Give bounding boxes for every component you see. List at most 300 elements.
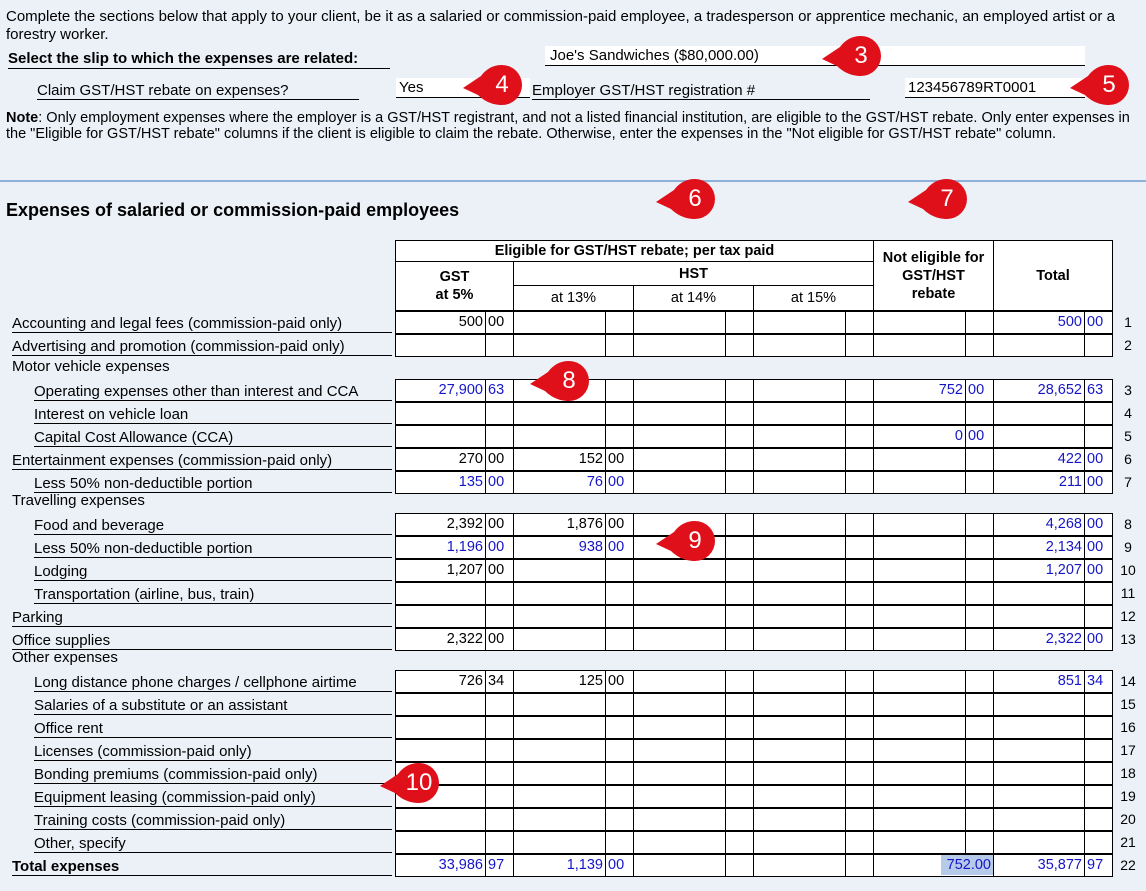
amount-cell-gst[interactable] <box>395 739 514 762</box>
amount-cell-h15[interactable] <box>753 402 874 425</box>
cents: 00 <box>1084 312 1112 333</box>
cents <box>605 694 633 715</box>
cents <box>1084 832 1112 853</box>
cents <box>1084 426 1112 447</box>
dollars: 211 <box>1058 474 1082 490</box>
row-number: 16 <box>1120 719 1136 735</box>
amount-cell-tot[interactable] <box>993 670 1113 693</box>
dollars: 152 <box>578 451 603 467</box>
cents <box>605 560 633 581</box>
amount-cell-h15[interactable] <box>753 739 874 762</box>
cents: 00 <box>605 855 633 876</box>
cents <box>485 740 513 761</box>
amount-cell-tot[interactable] <box>993 762 1113 785</box>
amount-cell-ne[interactable] <box>873 536 994 559</box>
cents: 63 <box>1084 380 1112 401</box>
row-label: Parking <box>12 609 392 627</box>
amount-cell-ne[interactable] <box>873 670 994 693</box>
amount-cell-h14[interactable] <box>633 739 754 762</box>
not-eligible-l1: Not eligible for <box>882 249 985 266</box>
amount-cell-h14[interactable] <box>633 762 754 785</box>
amount-cell-h13[interactable] <box>513 536 634 559</box>
amount-cell-ne[interactable] <box>873 311 994 334</box>
amount-cell-ne[interactable] <box>873 513 994 536</box>
amount-cell-h13[interactable] <box>513 448 634 471</box>
amount-cell-h14[interactable] <box>633 582 754 605</box>
amount-cell-tot[interactable] <box>993 425 1113 448</box>
amount-cell-ne[interactable] <box>873 716 994 739</box>
amount-cell-ne[interactable] <box>873 785 994 808</box>
cents <box>485 606 513 627</box>
row-number: 1 <box>1124 314 1132 330</box>
note-body: : Only employment expenses where the employer is a GST/HST registrant, and not a listed financial institution, are eligible to the GST/HST rebate. Only enter expenses in the "Eligible for GST/HST rebate" columns if the client is eligible to claim the rebate. Otherwise, enter the expenses in the "Not eligible for GST/HST rebate" column. <box>6 110 1130 142</box>
cents: 00 <box>965 380 993 401</box>
dollars: 0 <box>954 428 963 444</box>
amount-cell-h13[interactable] <box>513 311 634 334</box>
amount-cell-h14[interactable] <box>633 716 754 739</box>
amount-cell-h13[interactable] <box>513 513 634 536</box>
group-other: Other expenses <box>12 649 118 666</box>
amount-cell-tot[interactable] <box>993 605 1113 628</box>
row-label: Advertising and promotion (commission-paid only) <box>12 338 392 356</box>
cents: 00 <box>605 449 633 470</box>
cents <box>845 426 873 447</box>
amount-cell-tot[interactable] <box>993 448 1113 471</box>
cents <box>965 560 993 581</box>
hst15-header-text: at 15% <box>790 290 837 306</box>
cents <box>485 832 513 853</box>
dollars: 500 <box>458 314 483 330</box>
cents <box>845 472 873 493</box>
amount-cell-tot[interactable] <box>993 402 1113 425</box>
amount-cell-ne[interactable] <box>873 448 994 471</box>
amount-cell-h14[interactable] <box>633 402 754 425</box>
cents <box>965 403 993 424</box>
amount-cell-h15[interactable] <box>753 582 874 605</box>
cents <box>725 537 753 558</box>
row-number: 15 <box>1120 696 1136 712</box>
row-number: 13 <box>1120 631 1136 647</box>
amount-cell-h15[interactable] <box>753 425 874 448</box>
cents <box>845 629 873 650</box>
dollars: 1,876 <box>566 516 603 532</box>
dollars: 28,652 <box>1037 382 1082 398</box>
amount-cell-h15[interactable] <box>753 536 874 559</box>
amount-cell-h13[interactable] <box>513 670 634 693</box>
amount-cell-h14[interactable] <box>633 628 754 651</box>
cents: 00 <box>485 629 513 650</box>
amount-cell-ne[interactable] <box>873 762 994 785</box>
amount-cell-tot[interactable] <box>993 739 1113 762</box>
amount-cell-gst[interactable] <box>395 693 514 716</box>
note-text <box>6 110 1142 142</box>
amount-cell-tot[interactable] <box>993 831 1113 854</box>
cents <box>725 426 753 447</box>
amount-cell-gst[interactable] <box>395 402 514 425</box>
row-label: Food and beverage <box>34 517 392 535</box>
amount-cell-h14[interactable] <box>633 670 754 693</box>
row-label: Entertainment expenses (commission-paid only) <box>12 452 392 470</box>
cents <box>605 403 633 424</box>
amount-cell-ne[interactable] <box>873 808 994 831</box>
cents <box>605 809 633 830</box>
callout-number: 8 <box>562 367 576 394</box>
amount-cell-h13[interactable] <box>513 605 634 628</box>
group-motor-vehicle: Motor vehicle expenses <box>12 358 170 375</box>
amount-cell-h15[interactable] <box>753 808 874 831</box>
amount-cell-tot[interactable] <box>993 716 1113 739</box>
cents <box>725 403 753 424</box>
dollars: 1,207 <box>1045 562 1082 578</box>
row-number: 17 <box>1120 742 1136 758</box>
amount-cell-ne[interactable] <box>873 402 994 425</box>
employer-registration-label: Employer GST/HST registration # <box>532 82 870 100</box>
amount-cell-h15[interactable] <box>753 628 874 651</box>
amount-cell-tot[interactable] <box>993 693 1113 716</box>
cents <box>965 537 993 558</box>
cents <box>725 809 753 830</box>
row-label: Equipment leasing (commission-paid only) <box>34 789 392 807</box>
cents: 00 <box>485 560 513 581</box>
cents: 63 <box>485 380 513 401</box>
cents <box>845 335 873 356</box>
cents <box>965 717 993 738</box>
cents: 00 <box>1084 472 1112 493</box>
dollars: 2,134 <box>1045 539 1082 555</box>
callout-badge-5 <box>1068 64 1138 106</box>
claim-rebate-label: Claim GST/HST rebate on expenses? <box>37 82 359 100</box>
cents <box>845 786 873 807</box>
amount-cell-h13[interactable] <box>513 334 634 357</box>
row-label: Office rent <box>34 720 392 738</box>
row-number: 14 <box>1120 673 1136 689</box>
row-number: 8 <box>1124 516 1132 532</box>
amount-cell-h13[interactable] <box>513 854 634 877</box>
cents: 00 <box>605 472 633 493</box>
amount-cell-h14[interactable] <box>633 605 754 628</box>
cents <box>845 560 873 581</box>
cents: 34 <box>1084 671 1112 692</box>
amount-cell-gst[interactable] <box>395 448 514 471</box>
amount-cell-gst[interactable] <box>395 605 514 628</box>
row-number: 4 <box>1124 405 1132 421</box>
amount-cell-tot[interactable] <box>993 808 1113 831</box>
amount-cell-gst[interactable] <box>395 536 514 559</box>
amount-cell-ne[interactable] <box>873 628 994 651</box>
amount-cell-h14[interactable] <box>633 379 754 402</box>
cents <box>485 763 513 784</box>
cents <box>725 449 753 470</box>
row-number: 12 <box>1120 608 1136 624</box>
amount-cell-h14[interactable] <box>633 448 754 471</box>
cents <box>485 809 513 830</box>
amount-cell-h13[interactable] <box>513 716 634 739</box>
row-number: 3 <box>1124 382 1132 398</box>
cents <box>605 606 633 627</box>
amount-cell-ne[interactable] <box>873 559 994 582</box>
callout-badge-7 <box>906 178 976 220</box>
amount-cell-h14[interactable] <box>633 471 754 494</box>
row-label: Less 50% non-deductible portion <box>34 540 392 558</box>
cents <box>725 629 753 650</box>
callout-number: 4 <box>495 71 509 98</box>
cents <box>965 740 993 761</box>
amount-cell-h15[interactable] <box>753 471 874 494</box>
amount-cell-tot[interactable] <box>993 785 1113 808</box>
amount-cell-h15[interactable] <box>753 448 874 471</box>
cents <box>725 583 753 604</box>
cents: 97 <box>485 855 513 876</box>
eligible-header <box>395 240 874 262</box>
amount-cell-h14[interactable] <box>633 854 754 877</box>
amount-cell-h15[interactable] <box>753 379 874 402</box>
amount-cell-tot[interactable] <box>993 536 1113 559</box>
total-header-text: Total <box>1036 267 1070 284</box>
group-travelling: Travelling expenses <box>12 492 145 509</box>
cents <box>965 832 993 853</box>
amount-cell-h15[interactable] <box>753 716 874 739</box>
amount-cell-gst[interactable] <box>395 808 514 831</box>
cents <box>965 312 993 333</box>
hst13-header-text: at 13% <box>550 290 597 306</box>
amount-cell-tot[interactable] <box>993 513 1113 536</box>
amount-cell-h15[interactable] <box>753 785 874 808</box>
amount-cell-h13[interactable] <box>513 739 634 762</box>
dollars: 851 <box>1057 673 1082 689</box>
amount-cell-h13[interactable] <box>513 693 634 716</box>
row-label: Operating expenses other than interest and CCA <box>34 383 392 401</box>
cents <box>485 583 513 604</box>
amount-cell-h15[interactable] <box>753 311 874 334</box>
cents <box>965 763 993 784</box>
cents <box>605 629 633 650</box>
amount-cell-gst[interactable] <box>395 559 514 582</box>
amount-cell-tot[interactable] <box>993 582 1113 605</box>
amount-cell-gst[interactable] <box>395 513 514 536</box>
amount-cell-h14[interactable] <box>633 693 754 716</box>
cents <box>1084 809 1112 830</box>
cents <box>725 717 753 738</box>
row-number: 10 <box>1120 562 1136 578</box>
cents: 00 <box>485 514 513 535</box>
cents <box>1084 786 1112 807</box>
amount-cell-tot[interactable] <box>993 854 1113 877</box>
amount-cell-tot[interactable] <box>993 471 1113 494</box>
cents <box>845 514 873 535</box>
dollars: 4,268 <box>1045 516 1082 532</box>
cents <box>965 514 993 535</box>
callout-badge-9 <box>654 520 724 562</box>
note-bold: Note <box>6 110 39 126</box>
amount-cell-h14[interactable] <box>633 785 754 808</box>
amount-cell-h13[interactable] <box>513 425 634 448</box>
cents <box>845 583 873 604</box>
cents: 34 <box>485 671 513 692</box>
amount-cell-ne[interactable] <box>873 739 994 762</box>
amount-cell-ne[interactable] <box>873 854 994 877</box>
amount-cell-h13[interactable] <box>513 628 634 651</box>
intro-text: Complete the sections below that apply to your client, be it as a salaried or commission-paid employee, a tradesperson or apprentice mechanic, an employed artist or a forestry worker. <box>6 8 1115 43</box>
cents: 00 <box>1084 560 1112 581</box>
cents <box>725 786 753 807</box>
amount-cell-h13[interactable] <box>513 808 634 831</box>
cents: 00 <box>605 671 633 692</box>
amount-cell-ne[interactable] <box>873 379 994 402</box>
cents: 00 <box>485 312 513 333</box>
row-number: 22 <box>1120 857 1136 873</box>
dollars: 500 <box>1057 314 1082 330</box>
amount-cell-gst[interactable] <box>395 854 514 877</box>
callout-badge-10 <box>378 762 448 804</box>
cents <box>845 312 873 333</box>
hst14-header <box>633 285 754 311</box>
cents <box>605 583 633 604</box>
cents <box>965 606 993 627</box>
eligible-header-text: Eligible for GST/HST rebate; per tax paid <box>494 243 775 259</box>
dollars: 270 <box>458 451 483 467</box>
gst-header-l2: at 5% <box>435 287 474 303</box>
amount-cell-h14[interactable] <box>633 559 754 582</box>
cents <box>725 855 753 876</box>
cents <box>845 809 873 830</box>
cents: 00 <box>1084 629 1112 650</box>
amount-cell-h15[interactable] <box>753 334 874 357</box>
cents <box>605 380 633 401</box>
row-label: Licenses (commission-paid only) <box>34 743 392 761</box>
cents <box>485 403 513 424</box>
amount-cell-ne[interactable] <box>873 425 994 448</box>
amount-cell-h14[interactable] <box>633 334 754 357</box>
amount-cell-ne[interactable] <box>873 605 994 628</box>
amount-cell-h15[interactable] <box>753 513 874 536</box>
cents <box>845 403 873 424</box>
amount-cell-gst[interactable] <box>395 716 514 739</box>
row-label: Transportation (airline, bus, train) <box>34 586 392 604</box>
dollars: 2,322 <box>446 631 483 647</box>
amount-cell-ne[interactable] <box>873 831 994 854</box>
cents <box>725 763 753 784</box>
amount-cell-gst[interactable] <box>395 334 514 357</box>
hst-header-text: HST <box>679 265 708 282</box>
amount-cell-h14[interactable] <box>633 425 754 448</box>
amount-cell-gst[interactable] <box>395 471 514 494</box>
hst15-header <box>753 285 874 311</box>
cents: 00 <box>1084 514 1112 535</box>
cents: 00 <box>485 449 513 470</box>
not-eligible-l3: rebate <box>911 285 956 302</box>
row-number: 18 <box>1120 765 1136 781</box>
row-label: Less 50% non-deductible portion <box>34 475 392 493</box>
cents <box>845 717 873 738</box>
cents <box>845 380 873 401</box>
gst-header-l1: GST <box>439 269 470 285</box>
cents: 97 <box>1084 855 1112 876</box>
row-number: 6 <box>1124 451 1132 467</box>
cents <box>605 426 633 447</box>
amount-cell-gst[interactable] <box>395 670 514 693</box>
amount-cell-ne[interactable] <box>873 582 994 605</box>
dollars: 27,900 <box>438 382 483 398</box>
amount-cell-tot[interactable] <box>993 379 1113 402</box>
amount-cell-h13[interactable] <box>513 785 634 808</box>
amount-cell-ne[interactable] <box>873 693 994 716</box>
amount-cell-h13[interactable] <box>513 582 634 605</box>
cents: 00 <box>965 426 993 447</box>
cents <box>605 335 633 356</box>
slip-label: Select the slip to which the expenses are related: <box>8 50 390 69</box>
dollars: 1,196 <box>446 539 483 555</box>
amount-cell-gst[interactable] <box>395 425 514 448</box>
dollars: 752.00 <box>941 855 993 875</box>
cents <box>725 740 753 761</box>
amount-cell-h13[interactable] <box>513 831 634 854</box>
cents <box>725 472 753 493</box>
cents <box>1084 606 1112 627</box>
amount-cell-h13[interactable] <box>513 471 634 494</box>
amount-cell-h15[interactable] <box>753 762 874 785</box>
cents <box>1084 583 1112 604</box>
cents <box>1084 717 1112 738</box>
amount-cell-gst[interactable] <box>395 831 514 854</box>
amount-cell-h15[interactable] <box>753 605 874 628</box>
cents <box>485 786 513 807</box>
cents <box>965 671 993 692</box>
amount-cell-tot[interactable] <box>993 628 1113 651</box>
dollars: 35,877 <box>1037 857 1082 873</box>
cents <box>725 514 753 535</box>
dollars: 752 <box>938 382 963 398</box>
amount-cell-h14[interactable] <box>633 808 754 831</box>
row-label: Office supplies <box>12 632 392 650</box>
amount-cell-h13[interactable] <box>513 402 634 425</box>
amount-cell-h15[interactable] <box>753 854 874 877</box>
amount-cell-h15[interactable] <box>753 831 874 854</box>
amount-cell-h15[interactable] <box>753 670 874 693</box>
cents <box>725 832 753 853</box>
cents <box>965 583 993 604</box>
amount-cell-gst[interactable] <box>395 379 514 402</box>
callout-number: 10 <box>405 769 433 796</box>
dollars: 2,392 <box>446 516 483 532</box>
callout-number: 3 <box>854 42 868 69</box>
cents <box>845 855 873 876</box>
amount-cell-h15[interactable] <box>753 693 874 716</box>
amount-cell-h13[interactable] <box>513 762 634 785</box>
row-label: Long distance phone charges / cellphone airtime <box>34 674 392 692</box>
amount-cell-ne[interactable] <box>873 334 994 357</box>
row-number: 9 <box>1124 539 1132 555</box>
amount-cell-h13[interactable] <box>513 559 634 582</box>
amount-cell-tot[interactable] <box>993 334 1113 357</box>
dollars: 726 <box>458 673 483 689</box>
amount-cell-gst[interactable] <box>395 311 514 334</box>
amount-cell-ne[interactable] <box>873 471 994 494</box>
employer-registration-input[interactable] <box>905 78 1085 98</box>
amount-cell-h14[interactable] <box>633 311 754 334</box>
amount-cell-h15[interactable] <box>753 559 874 582</box>
row-number: 7 <box>1124 474 1132 490</box>
row-label: Bonding premiums (commission-paid only) <box>34 766 392 784</box>
amount-cell-gst[interactable] <box>395 628 514 651</box>
total-header <box>993 240 1113 311</box>
cents <box>725 335 753 356</box>
amount-cell-gst[interactable] <box>395 582 514 605</box>
amount-cell-tot[interactable] <box>993 311 1113 334</box>
amount-cell-h14[interactable] <box>633 831 754 854</box>
row-number: 19 <box>1120 788 1136 804</box>
amount-cell-tot[interactable] <box>993 559 1113 582</box>
slip-select[interactable] <box>545 46 1085 66</box>
